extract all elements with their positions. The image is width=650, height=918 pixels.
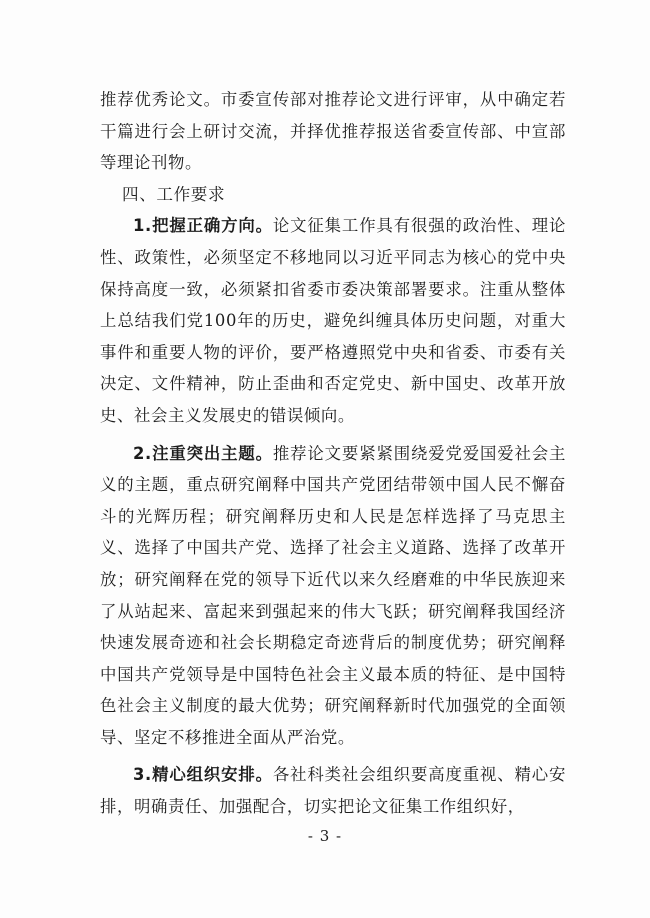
item-2-text: 推荐论文要紧紧围绕爱党爱国爱社会主义的主题，重点研究阐释中国共产党团结带领中国人民不懈奋斗的光辉历程；研究阐释历史和人民是怎样选择了马克思主义、选择了中国共产党、选择了社会主义道路、选择了改革开放；研究阐释在党的领导下近代以来久经磨难的中华民族迎来了从站起来、富起来到强起来的伟大飞跃；研究阐释我国经济快速发展奇迹和社会长期稳定奇迹背后的制度优势；研究阐释中国共产党领导是中国特色社会主义最本质的特征、是中国特色社会主义制度的最大优势；研究阐释新时代加强党的全面领导、坚定不移推进全面从严治党。: [100, 443, 567, 747]
item-2-lead: 2.注重突出主题。: [133, 443, 273, 463]
item-1-text: 论文征集工作具有很强的政治性、理论性、政策性，必须坚定不移地同以习近平同志为核心的党中央保持高度一致，必须紧扣省委市委决策部署要求。注重从整体上总结我们党100年的历史，避免纠缠具体历史问题，对重大事件和重要人物的评价，要严格遵照党中央和省委、市委有关决定、文件精神，防止歪曲和否定党史、新中国史、改革开放史、社会主义发展史的错误倾向。: [100, 216, 567, 425]
paragraph-item-2: [100, 438, 566, 754]
item-3-text: 各社科类社会组织要高度重视、精心安排，明确责任、加强配合，切实把论文征集工作组织好，: [100, 765, 567, 817]
section-heading: 四、工作要求: [122, 184, 226, 204]
page-number: - 3 -: [307, 827, 343, 845]
paragraph-item-3: [100, 759, 566, 822]
paragraph-continued-text: 推荐优秀论文。市委宣传部对推荐论文进行评审，从中确定若干篇进行会上研讨交流，并择优推荐报送省委宣传部、中宣部等理论刊物。: [100, 90, 566, 173]
paragraph-item-1: [100, 210, 566, 431]
paragraph-continued: [100, 84, 566, 179]
document-body: [100, 84, 566, 823]
item-3-lead: 3.精心组织安排。: [133, 765, 273, 785]
item-1-lead: 1.把握正确方向。: [133, 216, 273, 236]
